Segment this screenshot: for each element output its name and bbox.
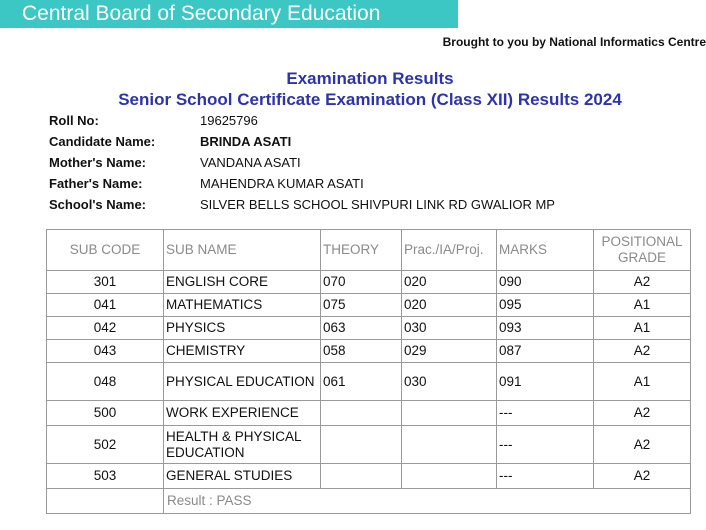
- theory-marks: 070: [321, 271, 402, 294]
- grade: A2: [594, 401, 691, 426]
- table-row: [47, 294, 691, 317]
- table-row: [47, 271, 691, 294]
- theory-marks: 075: [321, 294, 402, 317]
- table-row: [47, 401, 691, 426]
- result-spacer: [47, 489, 164, 514]
- sub-code: 503: [47, 464, 164, 489]
- sub-name: CHEMISTRY: [164, 340, 321, 363]
- table-row: [47, 464, 691, 489]
- prac-marks: [402, 464, 497, 489]
- prac-marks: 029: [402, 340, 497, 363]
- total-marks: ---: [497, 401, 594, 426]
- sub-code: 301: [47, 271, 164, 294]
- table-row: [47, 363, 691, 401]
- sub-code: 043: [47, 340, 164, 363]
- sub-name: PHYSICS: [164, 317, 321, 340]
- sub-name: PHYSICAL EDUCATION: [164, 363, 321, 401]
- header-grade: POSITIONAL GRADE: [594, 230, 691, 271]
- total-marks: ---: [497, 426, 594, 464]
- sub-name: GENERAL STUDIES: [164, 464, 321, 489]
- grade: A2: [594, 464, 691, 489]
- theory-marks: [321, 401, 402, 426]
- prac-marks: [402, 426, 497, 464]
- header-sub-name: SUB NAME: [164, 230, 321, 271]
- table-row: [47, 317, 691, 340]
- school-name-value: SILVER BELLS SCHOOL SHIVPURI LINK RD GWALIOR MP: [200, 197, 555, 212]
- theory-marks: 058: [321, 340, 402, 363]
- total-marks: 091: [497, 363, 594, 401]
- roll-no-label: Roll No:: [49, 113, 99, 128]
- header-theory: THEORY: [321, 230, 402, 271]
- candidate-name-value: BRINDA ASATI: [200, 134, 292, 149]
- candidate-name-label: Candidate Name:: [49, 134, 156, 149]
- theory-marks: 061: [321, 363, 402, 401]
- sub-code: 502: [47, 426, 164, 464]
- result-row: [47, 489, 691, 514]
- sub-name: HEALTH & PHYSICAL EDUCATION: [164, 426, 321, 464]
- result-text: Result : PASS: [164, 489, 691, 514]
- grade: A2: [594, 340, 691, 363]
- marks-table: [46, 229, 691, 514]
- header-marks: MARKS: [497, 230, 594, 271]
- total-marks: 087: [497, 340, 594, 363]
- sub-name: MATHEMATICS: [164, 294, 321, 317]
- father-name-label: Father's Name:: [49, 176, 143, 191]
- grade: A1: [594, 363, 691, 401]
- total-marks: 095: [497, 294, 594, 317]
- total-marks: 093: [497, 317, 594, 340]
- header-sub-code: SUB CODE: [47, 230, 164, 271]
- cbse-banner: Central Board of Secondary Education: [0, 0, 458, 28]
- mother-name-value: VANDANA ASATI: [200, 155, 301, 170]
- theory-marks: [321, 464, 402, 489]
- father-name-value: MAHENDRA KUMAR ASATI: [200, 176, 364, 191]
- table-row: [47, 426, 691, 464]
- prac-marks: 020: [402, 294, 497, 317]
- total-marks: ---: [497, 464, 594, 489]
- sub-code: 500: [47, 401, 164, 426]
- sub-code: 042: [47, 317, 164, 340]
- grade: A1: [594, 317, 691, 340]
- table-header-row: [47, 230, 691, 271]
- mother-name-label: Mother's Name:: [49, 155, 146, 170]
- grade: A1: [594, 294, 691, 317]
- sub-code: 041: [47, 294, 164, 317]
- total-marks: 090: [497, 271, 594, 294]
- sub-name: WORK EXPERIENCE: [164, 401, 321, 426]
- sub-code: 048: [47, 363, 164, 401]
- results-title: Examination Results: [286, 69, 454, 88]
- table-row: [47, 340, 691, 363]
- school-name-label: School's Name:: [49, 197, 147, 212]
- prac-marks: 030: [402, 317, 497, 340]
- prac-marks: 030: [402, 363, 497, 401]
- prac-marks: 020: [402, 271, 497, 294]
- prac-marks: [402, 401, 497, 426]
- theory-marks: 063: [321, 317, 402, 340]
- header-prac: Prac./IA/Proj.: [402, 230, 497, 271]
- grade: A2: [594, 271, 691, 294]
- roll-no-value: 19625796: [200, 113, 258, 128]
- grade: A2: [594, 426, 691, 464]
- sub-name: ENGLISH CORE: [164, 271, 321, 294]
- exam-title: Senior School Certificate Examination (Class XII) Results 2024: [118, 90, 622, 109]
- theory-marks: [321, 426, 402, 464]
- nic-credit: Brought to you by National Informatics Centre: [442, 35, 706, 49]
